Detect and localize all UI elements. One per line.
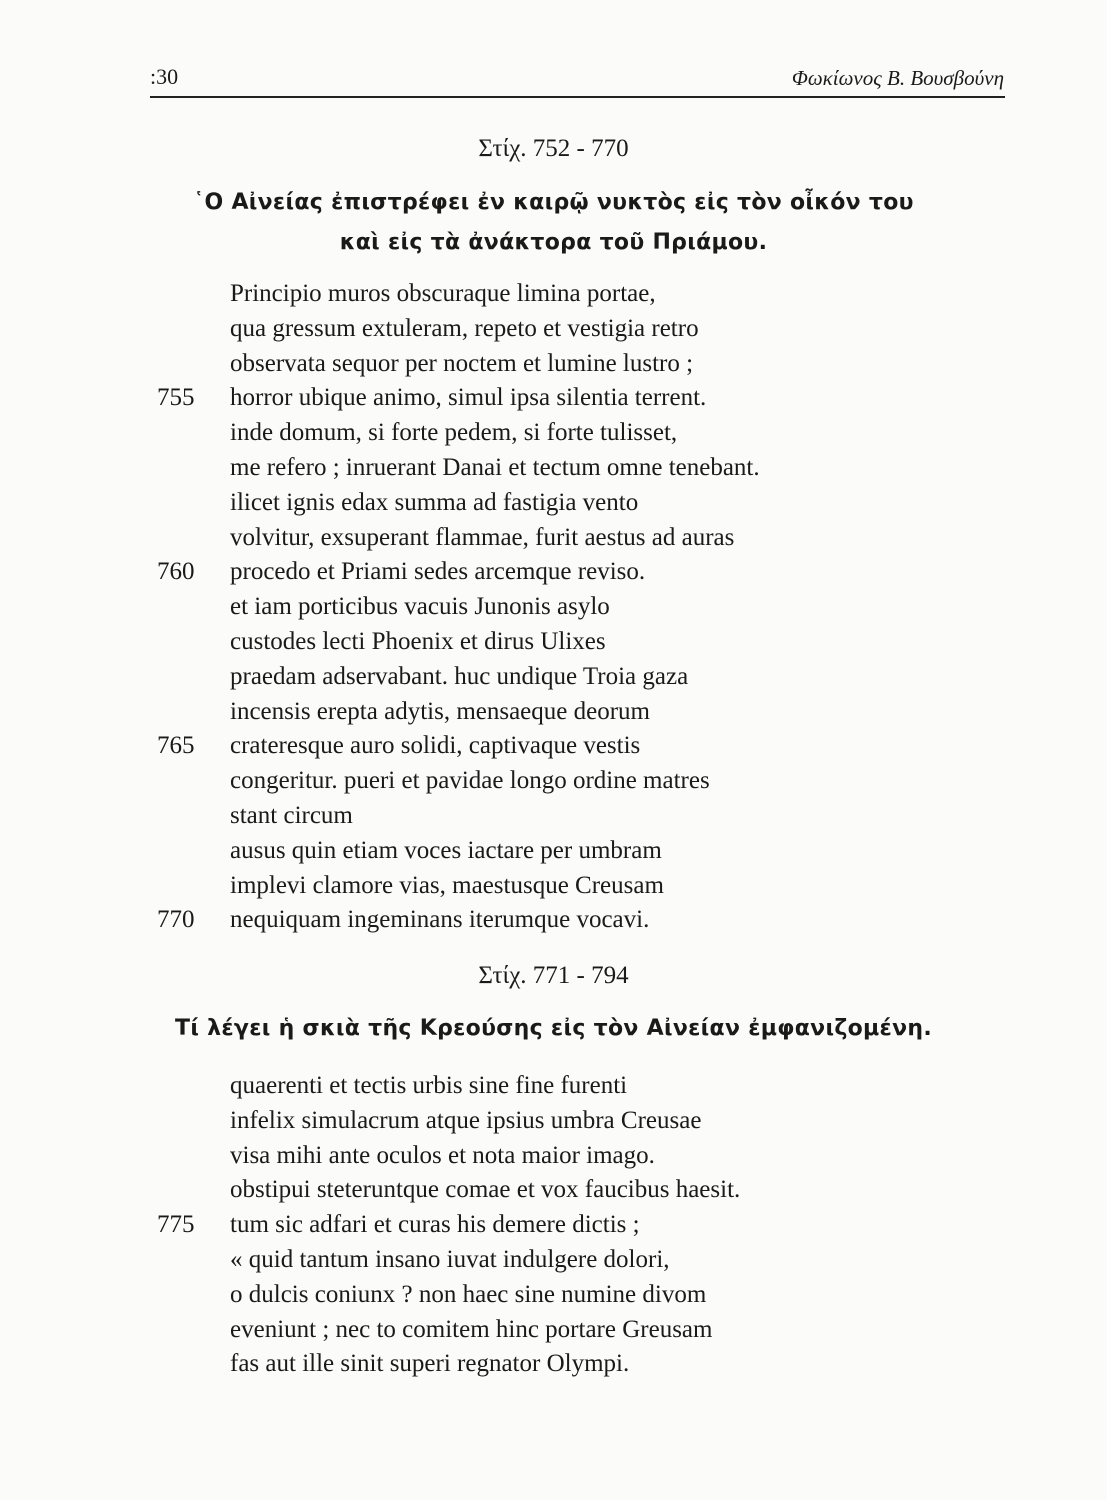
- verse-line: [0, 663, 1107, 697]
- verse-text: procedo et Priami sedes arcemque reviso.: [230, 558, 646, 586]
- verse-line: [0, 593, 1107, 627]
- verse-line: [0, 1211, 1107, 1245]
- line-number: 765: [157, 732, 195, 760]
- verse-line: [0, 732, 1107, 766]
- verse-line: [0, 1350, 1107, 1384]
- verse-line: [0, 802, 1107, 836]
- verse-line: [0, 350, 1107, 384]
- verse-line: [0, 1072, 1107, 1106]
- verse-line: [0, 698, 1107, 732]
- line-number: 770: [157, 906, 195, 934]
- verse-text: o dulcis coniunx ? non haec sine numine divom: [230, 1280, 707, 1308]
- verse-text: crateresque auro solidi, captivaque vestis: [230, 732, 641, 760]
- verse-line: [0, 280, 1107, 314]
- section-heading: ῾Ο Αἰνείας ἐπιστρέφει ἐν καιρῷ νυκτὸς εἰς τὸν οἶκόν του: [193, 190, 914, 215]
- verse-text: et iam porticibus vacuis Junonis asylo: [230, 593, 610, 621]
- verse-line: [0, 767, 1107, 801]
- section-heading: Τί λέγει ἡ σκιὰ τῆς Κρεούσης εἰς τὸν Αἰνείαν ἐμφανιζομένη.: [175, 1016, 932, 1041]
- section-range: Στίχ. 752 - 770: [478, 135, 629, 162]
- verse-line: [0, 628, 1107, 662]
- section-heading: καὶ εἰς τὰ ἀνάκτορα τοῦ Πριάμου.: [339, 230, 768, 255]
- verse-line: [0, 872, 1107, 906]
- verse-line: [0, 837, 1107, 871]
- verse-text: observata sequor per noctem et lumine lustro ;: [230, 349, 694, 377]
- verse-text: custodes lecti Phoenix et dirus Ulixes: [230, 628, 606, 655]
- verse-text: praedam adservabant. huc undique Troia gaza: [230, 662, 689, 690]
- verse-text: obstipui steteruntque comae et vox faucibus haesit.: [230, 1176, 741, 1204]
- verse-text: implevi clamore vias, maestusque Creusam: [230, 871, 664, 899]
- verse-text: incensis erepta adytis, mensaeque deorum: [230, 697, 650, 725]
- verse-text: eveniunt ; nec to comitem hinc portare Greusam: [230, 1315, 713, 1343]
- verse-text: nequiquam ingeminans iterumque vocavi.: [230, 906, 650, 934]
- verse-line: [0, 1316, 1107, 1350]
- verse-line: [0, 1246, 1107, 1280]
- verse-text: me refero ; inruerant Danai et tectum omne tenebant.: [230, 454, 760, 481]
- verse-line: [0, 524, 1107, 558]
- verse-line: [0, 906, 1107, 940]
- line-number: 760: [157, 558, 195, 586]
- verse-line: [0, 315, 1107, 349]
- verse-text: infelix simulacrum atque ipsius umbra Creusae: [230, 1106, 702, 1134]
- verse-text: fas aut ille sinit superi regnator Olympi.: [230, 1350, 630, 1378]
- running-header: Φωκίωνος Β. Βουσβούνη: [791, 66, 1004, 90]
- header-rule: [150, 96, 1005, 98]
- verse-line: [0, 384, 1107, 418]
- verse-text: « quid tantum insano iuvat indulgere dolori,: [230, 1246, 670, 1273]
- section-range: Στίχ. 771 - 794: [478, 962, 629, 989]
- verse-line: [0, 1142, 1107, 1176]
- page-number: :30: [150, 64, 179, 89]
- verse-text: volvitur, exsuperant flammae, furit aestus ad auras: [230, 523, 735, 551]
- verse-text: inde domum, si forte pedem, si forte tulisset,: [230, 419, 678, 447]
- verse-text: horror ubique animo, simul ipsa silentia terrent.: [230, 384, 707, 412]
- verse-text: ausus quin etiam voces iactare per umbram: [230, 836, 662, 864]
- verse-text: qua gressum extuleram, repeto et vestigia retro: [230, 314, 699, 342]
- verse-line: [0, 558, 1107, 592]
- verse-line: [0, 1107, 1107, 1141]
- verse-text: quaerenti et tectis urbis sine fine furenti: [230, 1072, 628, 1099]
- verse-line: [0, 454, 1107, 488]
- verse-line: [0, 419, 1107, 453]
- verse-line: [0, 1176, 1107, 1210]
- line-number: 775: [157, 1211, 195, 1239]
- verse-text: ilicet ignis edax summa ad fastigia vento: [230, 488, 639, 516]
- verse-text: Principio muros obscuraque limina portae,: [230, 280, 656, 307]
- line-number: 755: [157, 384, 195, 412]
- verse-text: stant circum: [230, 802, 353, 829]
- verse-line: [0, 1281, 1107, 1315]
- verse-text: congeritur. pueri et pavidae longo ordine matres: [230, 767, 710, 795]
- verse-text: visa mihi ante oculos et nota maior imago.: [230, 1141, 655, 1169]
- verse-line: [0, 489, 1107, 523]
- verse-text: tum sic adfari et curas his demere dictis ;: [230, 1211, 640, 1239]
